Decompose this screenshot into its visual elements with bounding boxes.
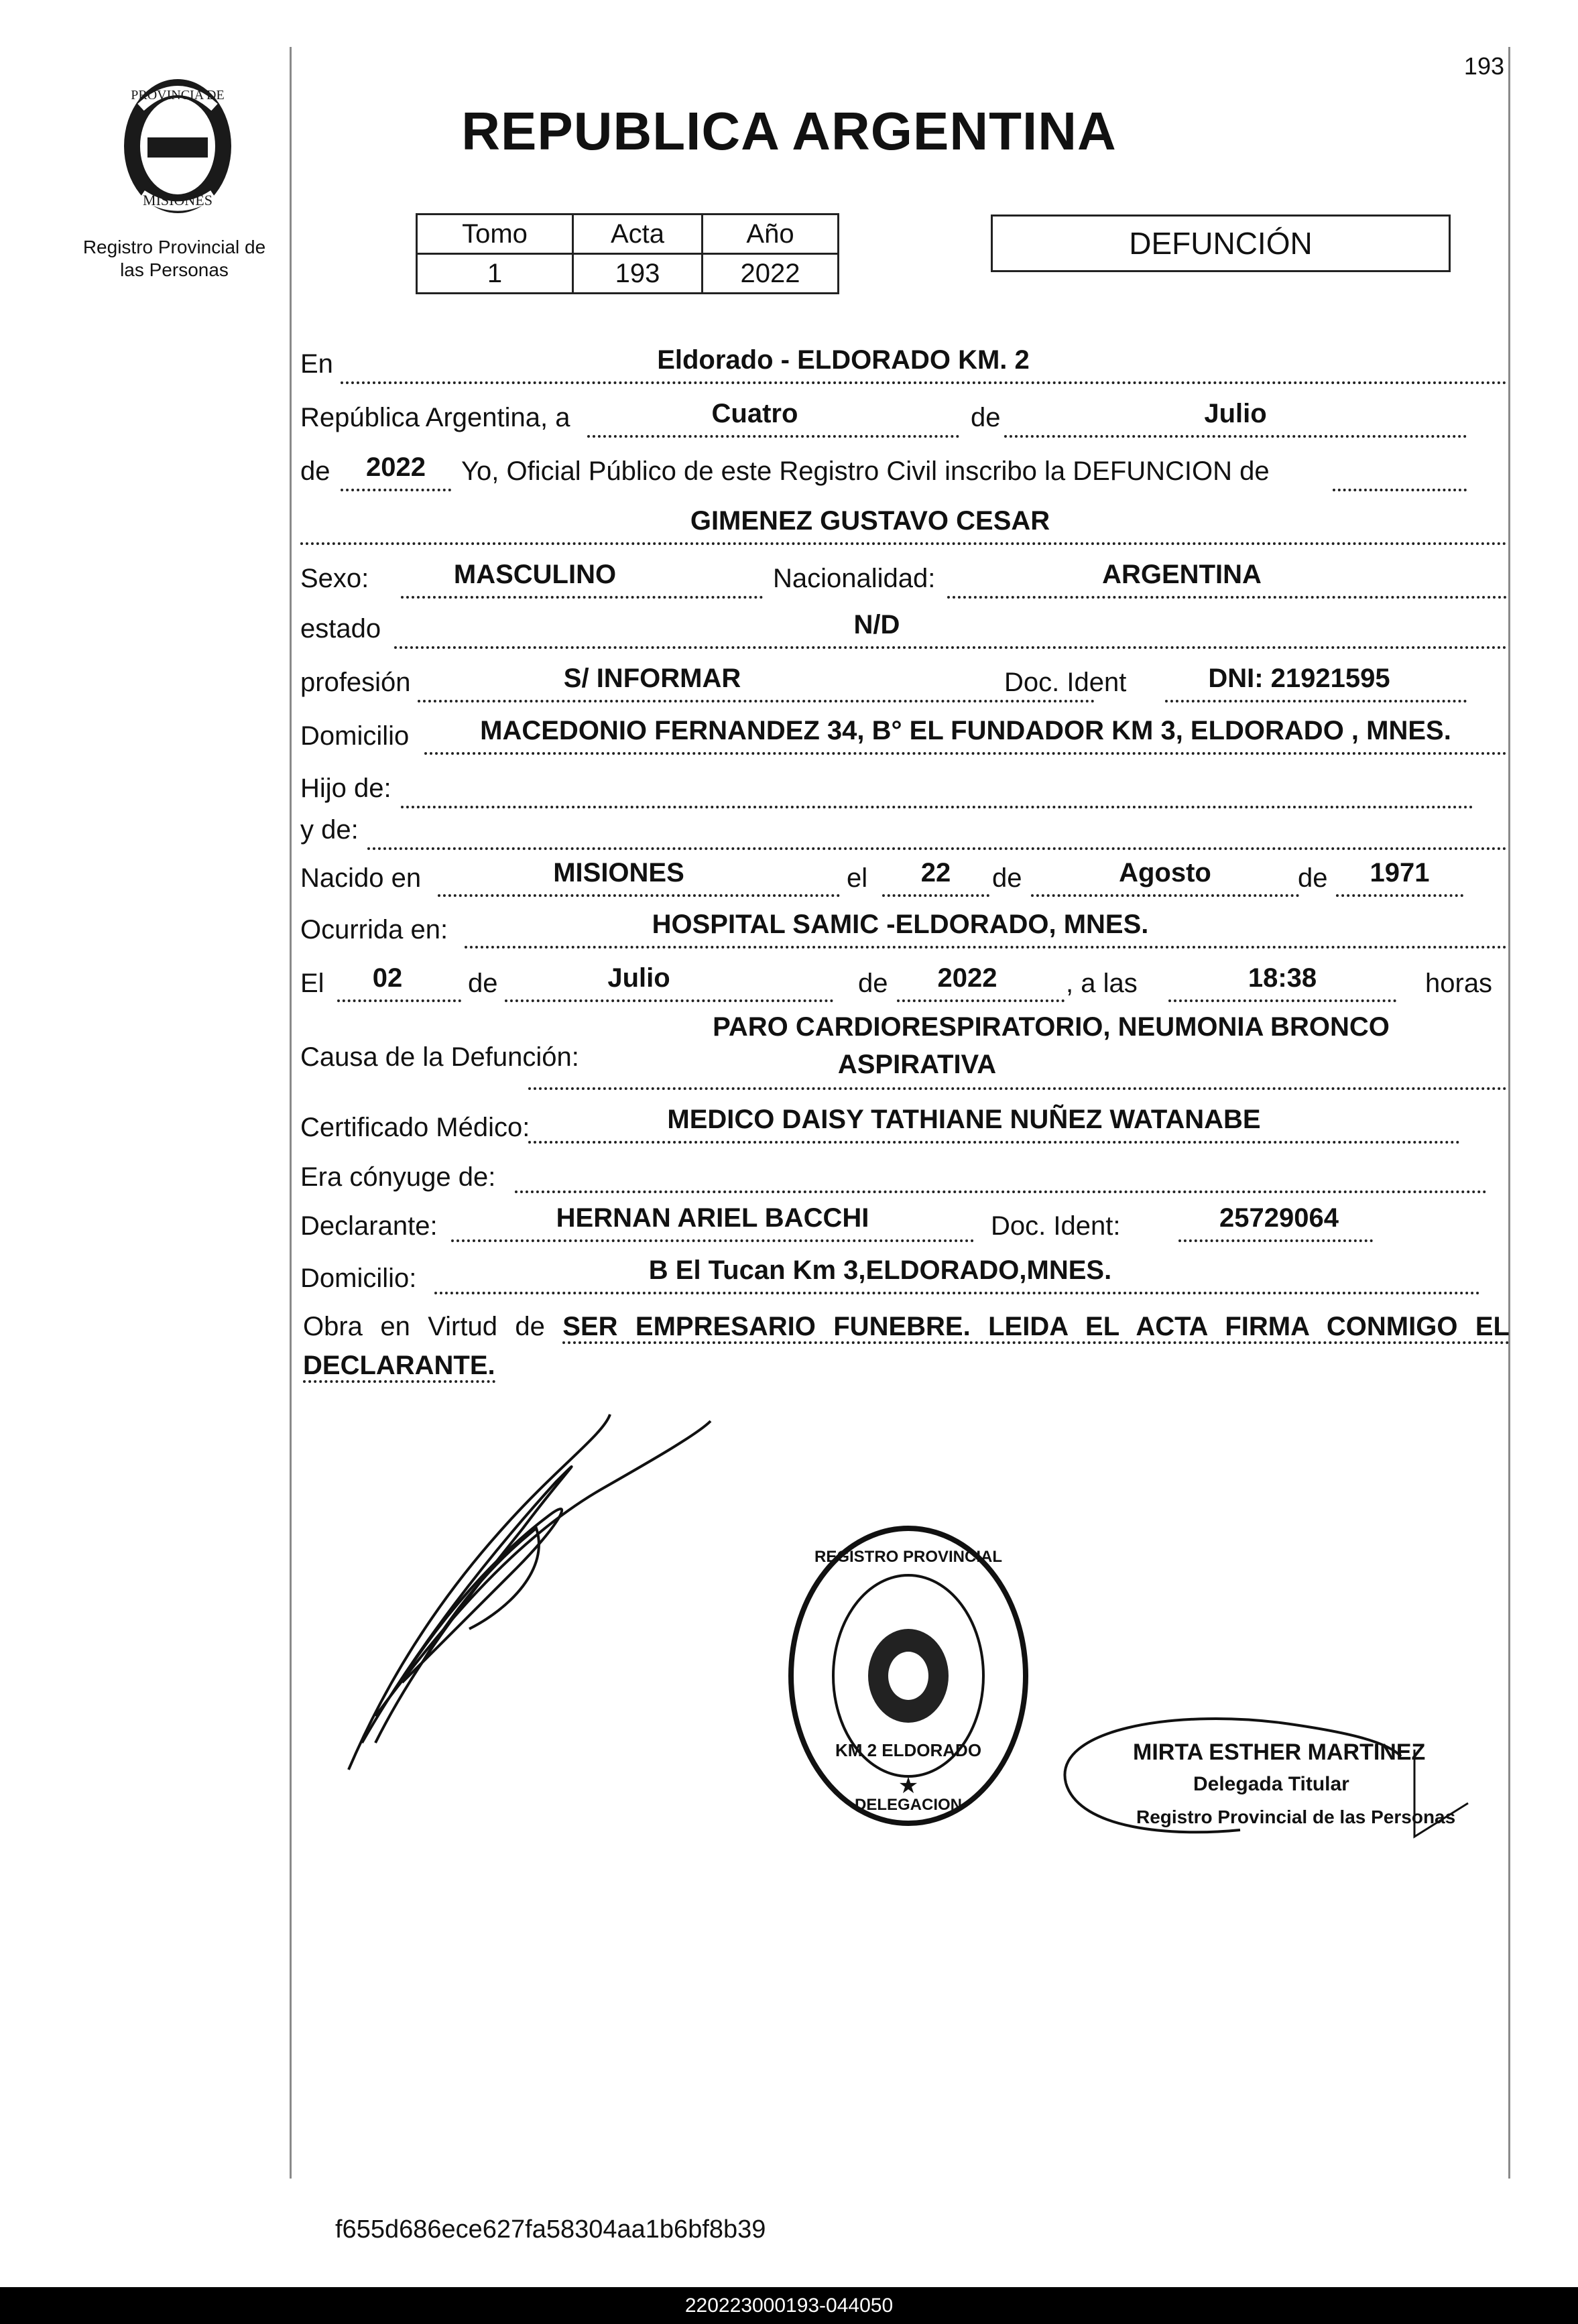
value-nombre: GIMENEZ GUSTAVO CESAR	[690, 506, 1050, 536]
anio-header: Año	[703, 215, 839, 254]
value-def-hora: 18:38	[1248, 963, 1317, 993]
label-declarante: Declarante:	[300, 1211, 438, 1241]
left-margin-line	[290, 47, 292, 2179]
value-declarante-doc: 25729064	[1219, 1203, 1339, 1233]
svg-text:KM 2 ELDORADO: KM 2 ELDORADO	[835, 1740, 982, 1760]
label-hijo-de: Hijo de:	[300, 774, 391, 803]
value-obra: SER EMPRESARIO FUNEBRE. LEIDA EL ACTA FIRMA CONMIGO EL DECLARANTE.	[303, 1312, 1510, 1383]
value-def-dia: 02	[372, 963, 403, 993]
fill-y-de	[367, 811, 1507, 850]
label-ocurrida-en: Ocurrida en:	[300, 915, 448, 944]
acta-table	[416, 213, 839, 294]
official-role: Delegada Titular	[1193, 1773, 1349, 1795]
official-seal	[781, 1522, 1036, 1830]
svg-text:★: ★	[898, 1773, 919, 1798]
label-doc-ident-declarante: Doc. Ident:	[991, 1211, 1121, 1241]
value-mes: Julio	[1204, 399, 1267, 428]
declarant-signature	[335, 1394, 737, 1796]
label-de-nac-2: de	[1298, 863, 1328, 893]
acta-value: 193	[573, 254, 703, 294]
label-y-de: y de:	[300, 815, 359, 845]
right-margin-line	[1508, 47, 1510, 2179]
value-certificado: MEDICO DAISY TATHIANE NUÑEZ WATANABE	[667, 1105, 1261, 1134]
svg-text:DELEGACION: DELEGACION	[854, 1796, 963, 1814]
registry-line-2: las Personas	[120, 259, 229, 280]
value-estado: N/D	[853, 610, 900, 639]
svg-text:PROVINCIA DE: PROVINCIA DE	[131, 88, 225, 103]
label-de-def-2: de	[858, 969, 888, 998]
label-profesion: profesión	[300, 668, 411, 697]
value-dni: DNI: 21921595	[1208, 664, 1390, 693]
label-domicilio-declarante: Domicilio:	[300, 1264, 417, 1293]
value-declarante: HERNAN ARIEL BACCHI	[556, 1203, 869, 1233]
acta-header: Acta	[573, 215, 703, 254]
label-domicilio: Domicilio	[300, 721, 410, 751]
page-title: REPUBLICA ARGENTINA	[461, 101, 1117, 161]
document-type-box: DEFUNCIÓN	[991, 215, 1451, 272]
label-conyuge: Era cónyuge de:	[300, 1162, 496, 1192]
label-nacido-en: Nacido en	[300, 863, 422, 893]
fill-trailing	[1333, 452, 1467, 491]
fill-causa	[528, 1051, 1507, 1090]
label-nacionalidad: Nacionalidad:	[773, 564, 936, 593]
fill-conyuge	[515, 1154, 1487, 1193]
label-el-nac: el	[847, 863, 868, 893]
anio-value: 2022	[703, 254, 839, 294]
svg-text:MISIONES: MISIONES	[143, 192, 213, 208]
value-nac-anio: 1971	[1370, 858, 1430, 888]
label-republica: República Argentina, a	[300, 403, 570, 432]
official-registry: Registro Provincial de las Personas	[1136, 1807, 1456, 1827]
value-domicilio-declarante: B El Tucan Km 3,ELDORADO,MNES.	[648, 1256, 1112, 1285]
svg-text:REGISTRO PROVINCIAL: REGISTRO PROVINCIAL	[814, 1548, 1003, 1566]
value-sexo: MASCULINO	[453, 560, 617, 589]
fill-hijo-de	[401, 770, 1473, 808]
label-doc-ident: Doc. Ident	[1004, 668, 1127, 697]
row-causa	[300, 1012, 1507, 1099]
value-def-anio: 2022	[937, 963, 997, 993]
value-domicilio: MACEDONIO FERNANDEZ 34, B° EL FUNDADOR KM 3, ELDORADO , MNES.	[480, 716, 1451, 745]
value-nacido-en: MISIONES	[553, 858, 684, 888]
value-nac-dia: 22	[920, 858, 951, 888]
label-en: En	[300, 349, 333, 379]
label-a-las: , a las	[1066, 969, 1138, 998]
label-de-2: de	[300, 456, 330, 486]
label-de-nac-1: de	[992, 863, 1022, 893]
label-causa: Causa de la Defunción:	[300, 1042, 579, 1072]
label-el-def: El	[300, 969, 324, 998]
tomo-value: 1	[417, 254, 573, 294]
footer-code: 220223000193-044050	[0, 2287, 1578, 2324]
label-yo-oficial: Yo, Oficial Público de este Registro Civil inscribo la DEFUNCION de	[461, 456, 1270, 486]
official-name: MIRTA ESTHER MARTINEZ	[1133, 1739, 1426, 1765]
registry-name	[54, 236, 295, 282]
value-profesion: S/ INFORMAR	[563, 664, 741, 693]
label-certificado: Certificado Médico:	[300, 1113, 530, 1142]
value-def-mes: Julio	[607, 963, 670, 993]
value-lugar: Eldorado - ELDORADO KM. 2	[657, 345, 1030, 375]
document-hash: f655d686ece627fa58304aa1b6bf8b39	[335, 2215, 766, 2244]
label-estado: estado	[300, 614, 381, 644]
label-de-def-1: de	[468, 969, 498, 998]
value-causa-line-1: PARO CARDIORESPIRATORIO, NEUMONIA BRONCO	[713, 1012, 1390, 1042]
value-nacionalidad: ARGENTINA	[1102, 560, 1262, 589]
tomo-header: Tomo	[417, 215, 573, 254]
label-de-1: de	[971, 403, 1001, 432]
label-obra: Obra en Virtud de	[303, 1312, 545, 1341]
page-number: 193	[1463, 52, 1504, 80]
label-sexo: Sexo:	[300, 564, 369, 593]
registry-line-1: Registro Provincial de	[82, 237, 266, 257]
label-horas: horas	[1425, 969, 1493, 998]
value-dia-letras: Cuatro	[711, 399, 798, 428]
value-causa-line-2: ASPIRATIVA	[837, 1050, 997, 1079]
value-nac-mes: Agosto	[1119, 858, 1211, 888]
obra-paragraph	[303, 1307, 1510, 1385]
value-ocurrida-en: HOSPITAL SAMIC -ELDORADO, MNES.	[652, 910, 1149, 939]
value-anio: 2022	[366, 452, 426, 482]
